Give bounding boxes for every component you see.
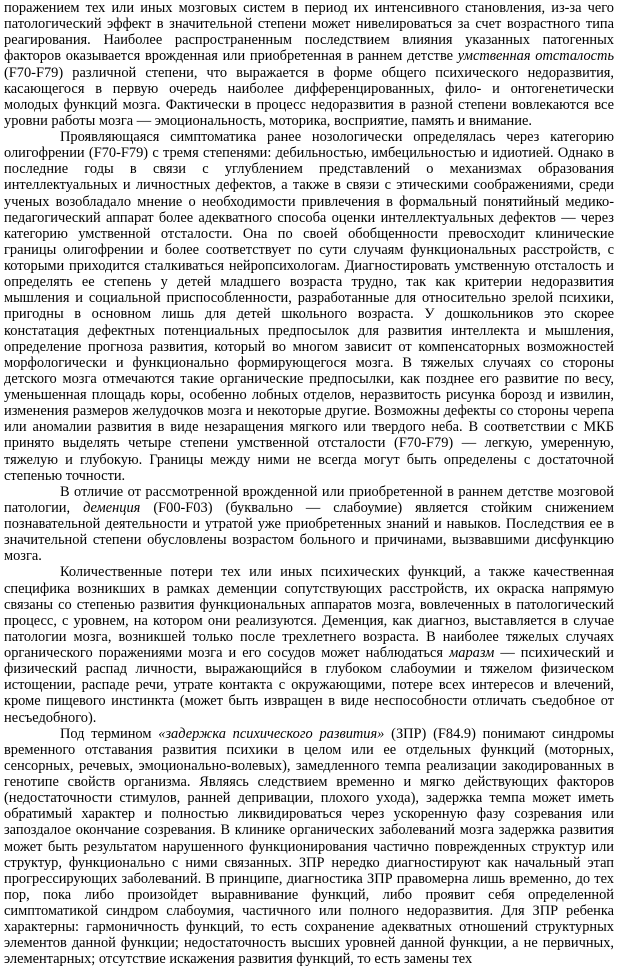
- text-segment: Под термином: [60, 725, 159, 742]
- term-developmental-delay: «задержка психического развития»: [158, 725, 385, 742]
- paragraph-5: [4, 726, 614, 968]
- text-segment: В отличие от рассмотренной врожденной или приобретенной в раннем детстве мозговой патологии,: [4, 483, 614, 516]
- term-marasmus: маразм: [449, 645, 495, 661]
- paragraph-2: [4, 129, 614, 484]
- text-segment: Количественные потери тех или иных психических функций, а также качественная специфика возникших в рамках деменции сопутствующих расстройств, их окраска напрямую связаны со степенью развития функциональных аппаратов мозга, вовлеченных в патологический процесс, с уровнем, на котором они реализуются. Деменция, как диагноз, выставляется в случае патологии мозга, возникшей только после трехлетнего возраста. В наиболее тяжелых случаях органического поражениями мозга и его сосудов может наблюдаться: [4, 564, 614, 661]
- paragraph-3: [4, 484, 614, 565]
- paragraph-1: [4, 0, 614, 129]
- text-segment: Проявляющаяся симптоматика ранее нозологически определялась через категорию олигофрении (F70-F79) с тремя степенями: дебильностью, имбецильностью и идиотией. Однако в последние годы в связи с углублением представлений о механизмах образования интеллектуальных и личностных дефектов, а также в связи с этическими соображениями, среди ученых возобладало мнение о необходимости привлечения в формальный понятийный медико-педагогический аппарат более адекватного способа оценки интеллектуальных дефектов — через категорию умственной отсталости. Она по своей обобщенности превосходит клинические границы олигофрении и более соответствует по сути случаям функциональных расстройств, с которыми приходится сталкиваться нейропсихологам. Диагностировать умственную отсталость и определять ее степень у детей младшего возраста трудно, так как критерии недоразвития мышления и социальной приспособленности, разработанные для относительно зрелой психики, пригодны в основном лишь для детей школьного возраста. У дошкольников это скорее констатация дефектных потенциальных предпосылок для развития интеллекта и мышления, определение прогноза развития, который во многом зависит от компенсаторных возможностей морфологически и функционально формирующегося мозга. В тяжелых случаях со стороны детского мозга отмечаются такие органические предпосылки, как позднее его развитие по весу, уменьшенная площадь коры, особенно лобных отделов, неразвитость рисунка борозд и извилин, изменения размеров желудочков мозга и некоторые другие. Возможны дефекты со стороны черепа или аномалии развития в виде незаращения мягкого или твердого неба. В соответствии с МКБ принято выделять четыре степени умственной отсталости (F70-F79) — легкую, умеренную, тяжелую и глубокую. Границы между ними не всегда могут быть определены с достаточной степенью точности.: [4, 129, 614, 484]
- text-segment: поражением тех или иных мозговых систем в период их интенсивного становления, из-за чего патологический эффект в значительной степени может нивелироваться за счет возрастного типа реагирования. Наиболее распространенным последствием влияния указанных патогенных факторов оказывается врожденная или приобретенная в раннем детстве: [4, 0, 614, 65]
- text-segment: (F70-F79) различной степени, что выражается в форме общего психического недоразвития, касающегося в первую очередь наиболее дифференцированных, фило- и онтогенетически молодых функций мозга. Фактически в процесс недоразвития в разной степени вовлекаются все уровни работы мозга — эмоциональность, моторика, восприятие, память и внимание.: [4, 64, 614, 129]
- paragraph-4: [4, 564, 614, 725]
- term-dementia: деменция: [83, 499, 141, 516]
- text-segment: (ЗПР) (F84.9) понимают синдромы временного отставания развития психики в целом или ее отдельных функций (моторных, сенсорных, речевых, эмоционально-волевых), замедленного темпа реализации закодированных в генотипе свойств организма. Являясь следствием временно и мягко действующих факторов (недостаточности стимулов, ранней депривации, плохого ухода), задержка темпа может иметь обратимый характер и полностью ликвидироваться через ускоренную фазу созревания или запоздалое окончание созревания. В клинике органических заболеваний мозга задержка развития может быть результатом нарушенного функционирования частично поврежденных структур или структур, функционально с ними связанных. ЗПР нередко диагностируют как начальный этап прогрессирующих заболеваний. В принципе, диагностика ЗПР правомерна лишь временно, до тех пор, пока либо произойдет выравнивание функций, либо проявит себя определенной симптоматикой синдром слабоумия, частичного или полного недоразвития. Для ЗПР ребенка характерны: гармоничность функций, то есть сохранение адекватных отношений структурных элементов данной функции; недостаточность высших уровней данной функции, а не первичных, элементарных; отсутствие искажения развития функций, то есть замены тех: [4, 725, 614, 968]
- text-segment: (F00-F03) (буквально — слабоумие) является стойким снижением познавательной деятельности и утратой уже приобретенных знаний и навыков. Последствия ее в значительной степени обусловлены возрастом больного и причинами, вызвавшими дисфункцию мозга.: [4, 499, 615, 565]
- term-mental-retardation: умственная отсталость: [457, 48, 615, 65]
- text-segment: — психический и физический распад личности, выражающийся в глубоком слабоумии и тяжелом физическом истощении, распаде речи, утрате контакта с окружающими, потере всех интересов и влечений, кроме пищевого инстинкта (может быть извращен в виде неспособности отличать съедобное от несъедобного).: [4, 645, 614, 726]
